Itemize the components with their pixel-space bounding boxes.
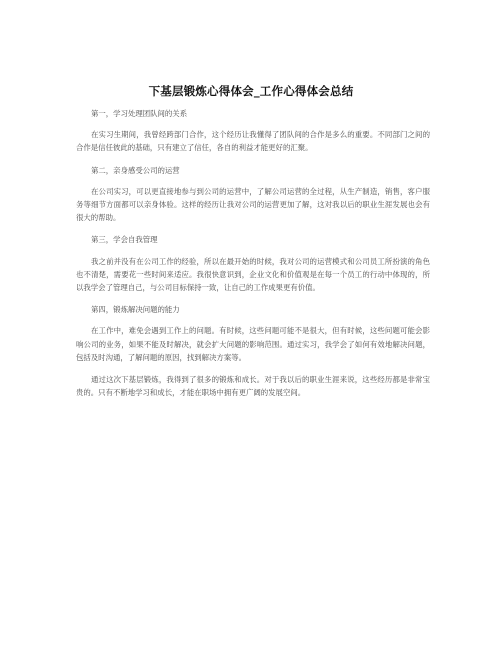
section-paragraph-2: 在公司实习，可以更直接地参与到公司的运营中，了解公司运营的全过程，从生产制造，销售，客户服务等细节方面都可以亲身体验。这样的经历让我对公司的运营更加了解，这对我以后的职业生涯发展也会有很大的帮助。 bbox=[76, 186, 430, 223]
section-paragraph-4: 在工作中，难免会遇到工作上的问题。有时候，这些问题可能不是很大，但有时候，这些问题可能会影响公司的业务，如果不能及时解决，就会扩大问题的影响范围。通过实习，我学会了如何有效地解决问题，包括及时沟通，了解问题的原因，找到解决方案等。 bbox=[76, 326, 430, 362]
section-heading-4: 第四，锻炼解决问题的能力 bbox=[91, 305, 180, 315]
document-body bbox=[76, 107, 430, 408]
section-paragraph-1: 在实习生期间，我曾经跨部门合作，这个经历让我懂得了团队间的合作是多么的重要。不同部门之间的合作是信任彼此的基础，只有建立了信任，各自的利益才能更好的汇聚。 bbox=[76, 130, 430, 153]
conclusion-paragraph: 通过这次下基层锻炼，我得到了很多的锻炼和成长。对于我以后的职业生涯来说，这些经历都是非常宝贵的。只有不断地学习和成长，才能在职场中拥有更广阔的发展空间。 bbox=[76, 375, 430, 398]
section-paragraph-3: 我之前并没有在公司工作的经验，所以在最开始的时候，我对公司的运营模式和公司员工所扮演的角色也不清楚，需要花一些时间来适应。我很快意识到，企业文化和价值观是在每一个员工的行动中体现的，所以我学会了管理自己，与公司目标保持一致，让自己的工作成果更有价值。 bbox=[76, 256, 430, 293]
section-heading-2: 第二，亲身感受公司的运营 bbox=[91, 165, 180, 175]
section-heading-3: 第三，学会自我管理 bbox=[91, 235, 158, 245]
document-title: 下基层锻炼心得体会_工作心得体会总结 bbox=[148, 84, 354, 98]
section-heading-1: 第一，学习处理团队间的关系 bbox=[91, 109, 188, 118]
